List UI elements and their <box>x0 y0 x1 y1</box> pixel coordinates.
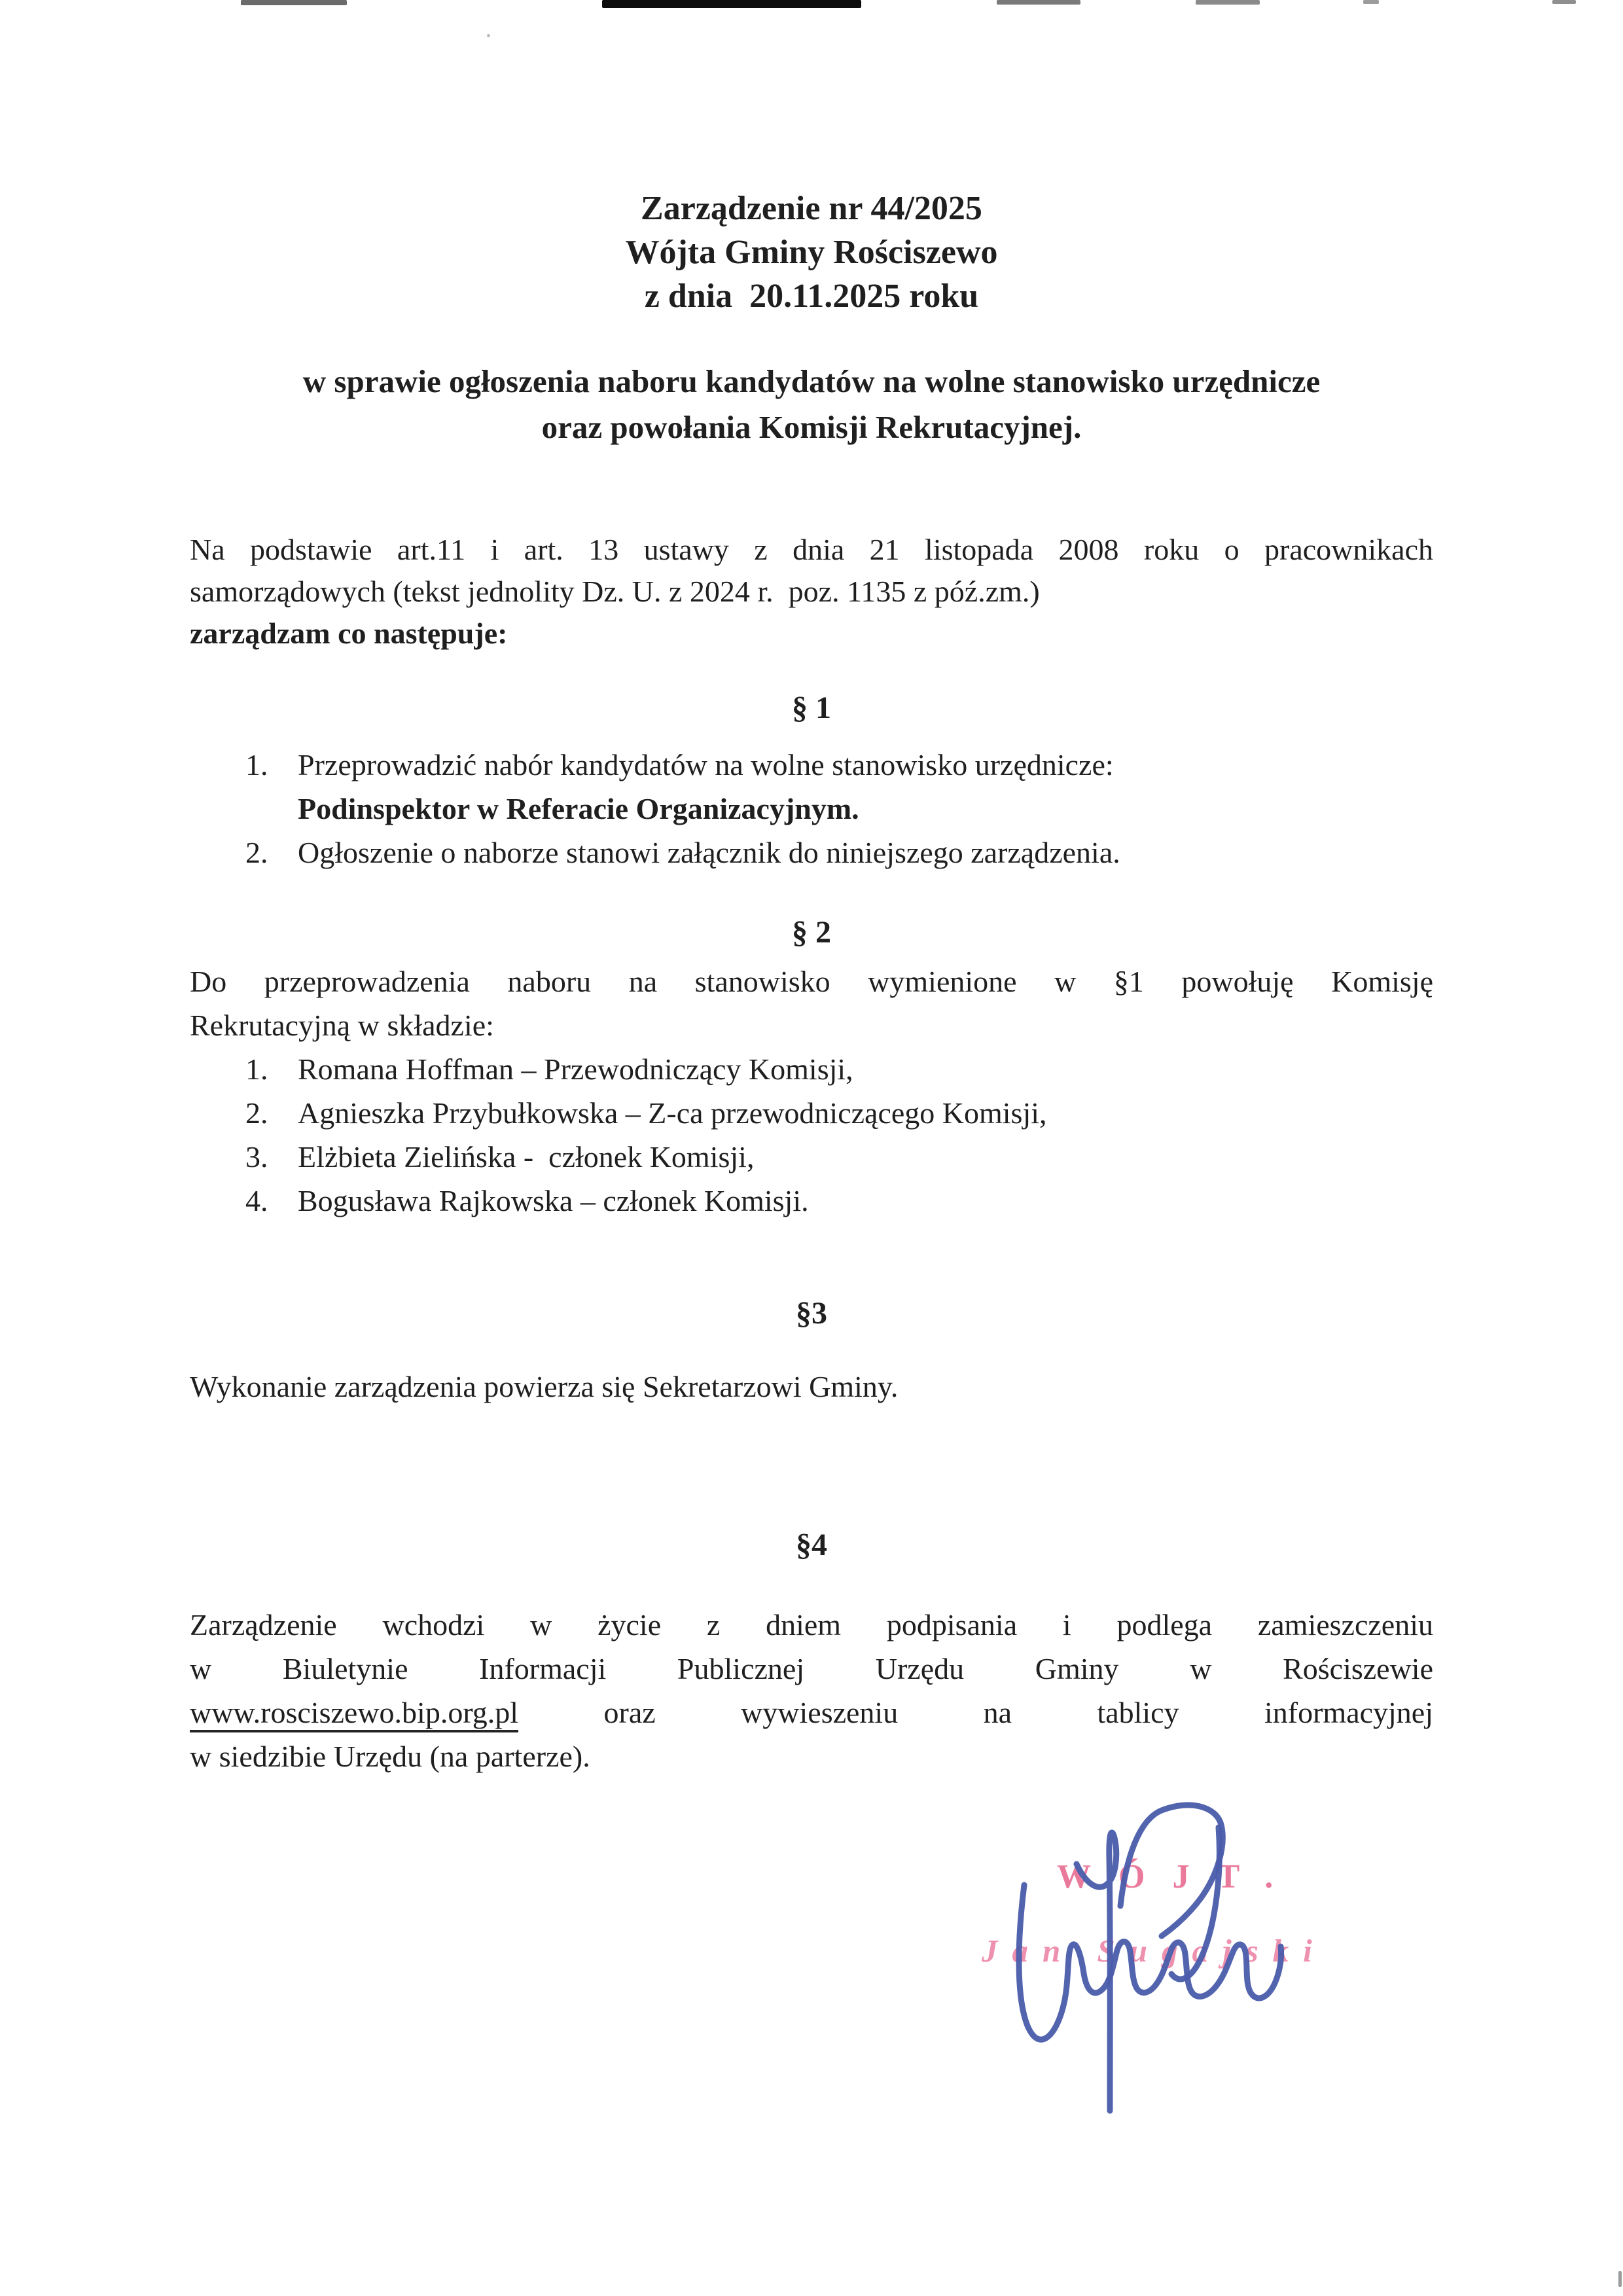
subject-line: w sprawie ogłoszenia naboru kandydatów na wolne stanowisko urzędnicze <box>302 363 1321 399</box>
list-item <box>190 831 1433 874</box>
legal-basis-line: Na podstawie art.11 i art. 13 ustawy z dnia 21 listopada 2008 roku o pracownikach <box>190 533 1433 566</box>
commission-members-list <box>190 1047 1433 1223</box>
section-1-list <box>190 743 1433 874</box>
section-2-heading: § 2 <box>792 915 831 950</box>
section-3-heading: §3 <box>796 1296 827 1331</box>
mayor-stamp-name: Jan Sugajski <box>982 1933 1327 1969</box>
section-1-heading: § 1 <box>792 691 831 725</box>
section-4-line <box>190 1691 1433 1734</box>
bip-url-link: www.rosciszewo.bip.org.pl <box>190 1696 518 1732</box>
section-4-paragraph <box>190 1603 1433 1778</box>
title-line-date: z dnia 20.11.2025 roku <box>644 278 979 315</box>
member-text: Agnieszka Przybułkowska – Z-ca przewodniczącego Komisji, <box>298 1096 1047 1130</box>
member-number: 1. <box>245 1052 268 1086</box>
position-title: Podinspektor w Referacie Organizacyjnym. <box>298 792 859 825</box>
legal-basis <box>190 529 1433 655</box>
handwritten-signature-ink <box>936 1754 1433 2121</box>
section-4-heading: §4 <box>796 1528 827 1562</box>
member-number: 3. <box>245 1140 268 1174</box>
signature-block <box>936 1754 1433 2121</box>
commission-member <box>190 1047 1433 1091</box>
document-title <box>190 187 1433 318</box>
list-item-number: 1. <box>245 748 268 781</box>
section-2-intro <box>190 960 1433 1047</box>
scan-artifact <box>1618 2271 1622 2287</box>
list-item-text: Przeprowadzić nabór kandydatów na wolne stanowisko urzędnicze: <box>298 748 1114 781</box>
list-item-number: 2. <box>245 836 268 869</box>
commission-member <box>190 1091 1433 1135</box>
commission-member <box>190 1135 1433 1179</box>
section-4-line: Zarządzenie wchodzi w życie z dniem podpisania i podlega zamieszczeniu <box>190 1608 1433 1641</box>
ordain-clause: zarządzam co następuje: <box>190 617 508 650</box>
member-text: Romana Hoffman – Przewodniczący Komisji, <box>298 1052 853 1086</box>
member-number: 2. <box>245 1096 268 1130</box>
member-text: Elżbieta Zielińska - członek Komisji, <box>298 1140 755 1174</box>
member-text: Bogusława Rajkowska – członek Komisji. <box>298 1184 809 1217</box>
signature-stroke <box>1120 1805 1222 1936</box>
list-item <box>190 743 1433 787</box>
title-line-number: Zarządzenie nr 44/2025 <box>641 190 982 227</box>
document-subject <box>190 359 1433 450</box>
legal-basis-line: samorządowych (tekst jednolity Dz. U. z 2024 r. poz. 1135 z póź.zm.) <box>190 575 1040 608</box>
section-4-line: w Biuletynie Informacji Publicznej Urzędu Gminy w Rościszewie <box>190 1652 1433 1685</box>
section-4-line: w siedzibie Urzędu (na parterze). <box>190 1740 590 1773</box>
scan-artifact <box>1552 0 1576 4</box>
member-number: 4. <box>245 1184 268 1217</box>
signature-stroke <box>1019 1885 1281 2039</box>
title-line-authority: Wójta Gminy Rościszewo <box>625 234 998 271</box>
section-2-intro-line: Do przeprowadzenia naboru na stanowisko wymienione w §1 powołuję Komisję <box>190 965 1433 998</box>
list-item-text: Ogłoszenie o naborze stanowi załącznik do niniejszego zarządzenia. <box>298 836 1120 869</box>
section-3-body: Wykonanie zarządzenia powierza się Sekretarzowi Gminy. <box>190 1370 899 1403</box>
ordinance-document <box>190 0 1433 1778</box>
commission-member <box>190 1179 1433 1223</box>
mayor-stamp-title: WÓJT. <box>1057 1858 1301 1895</box>
section-4-line-rest: oraz wywieszeniu na tablicy informacyjnej <box>603 1696 1434 1729</box>
section-2-intro-line: Rekrutacyjną w składzie: <box>190 1009 494 1042</box>
subject-line: oraz powołania Komisji Rekrutacyjnej. <box>541 409 1082 445</box>
